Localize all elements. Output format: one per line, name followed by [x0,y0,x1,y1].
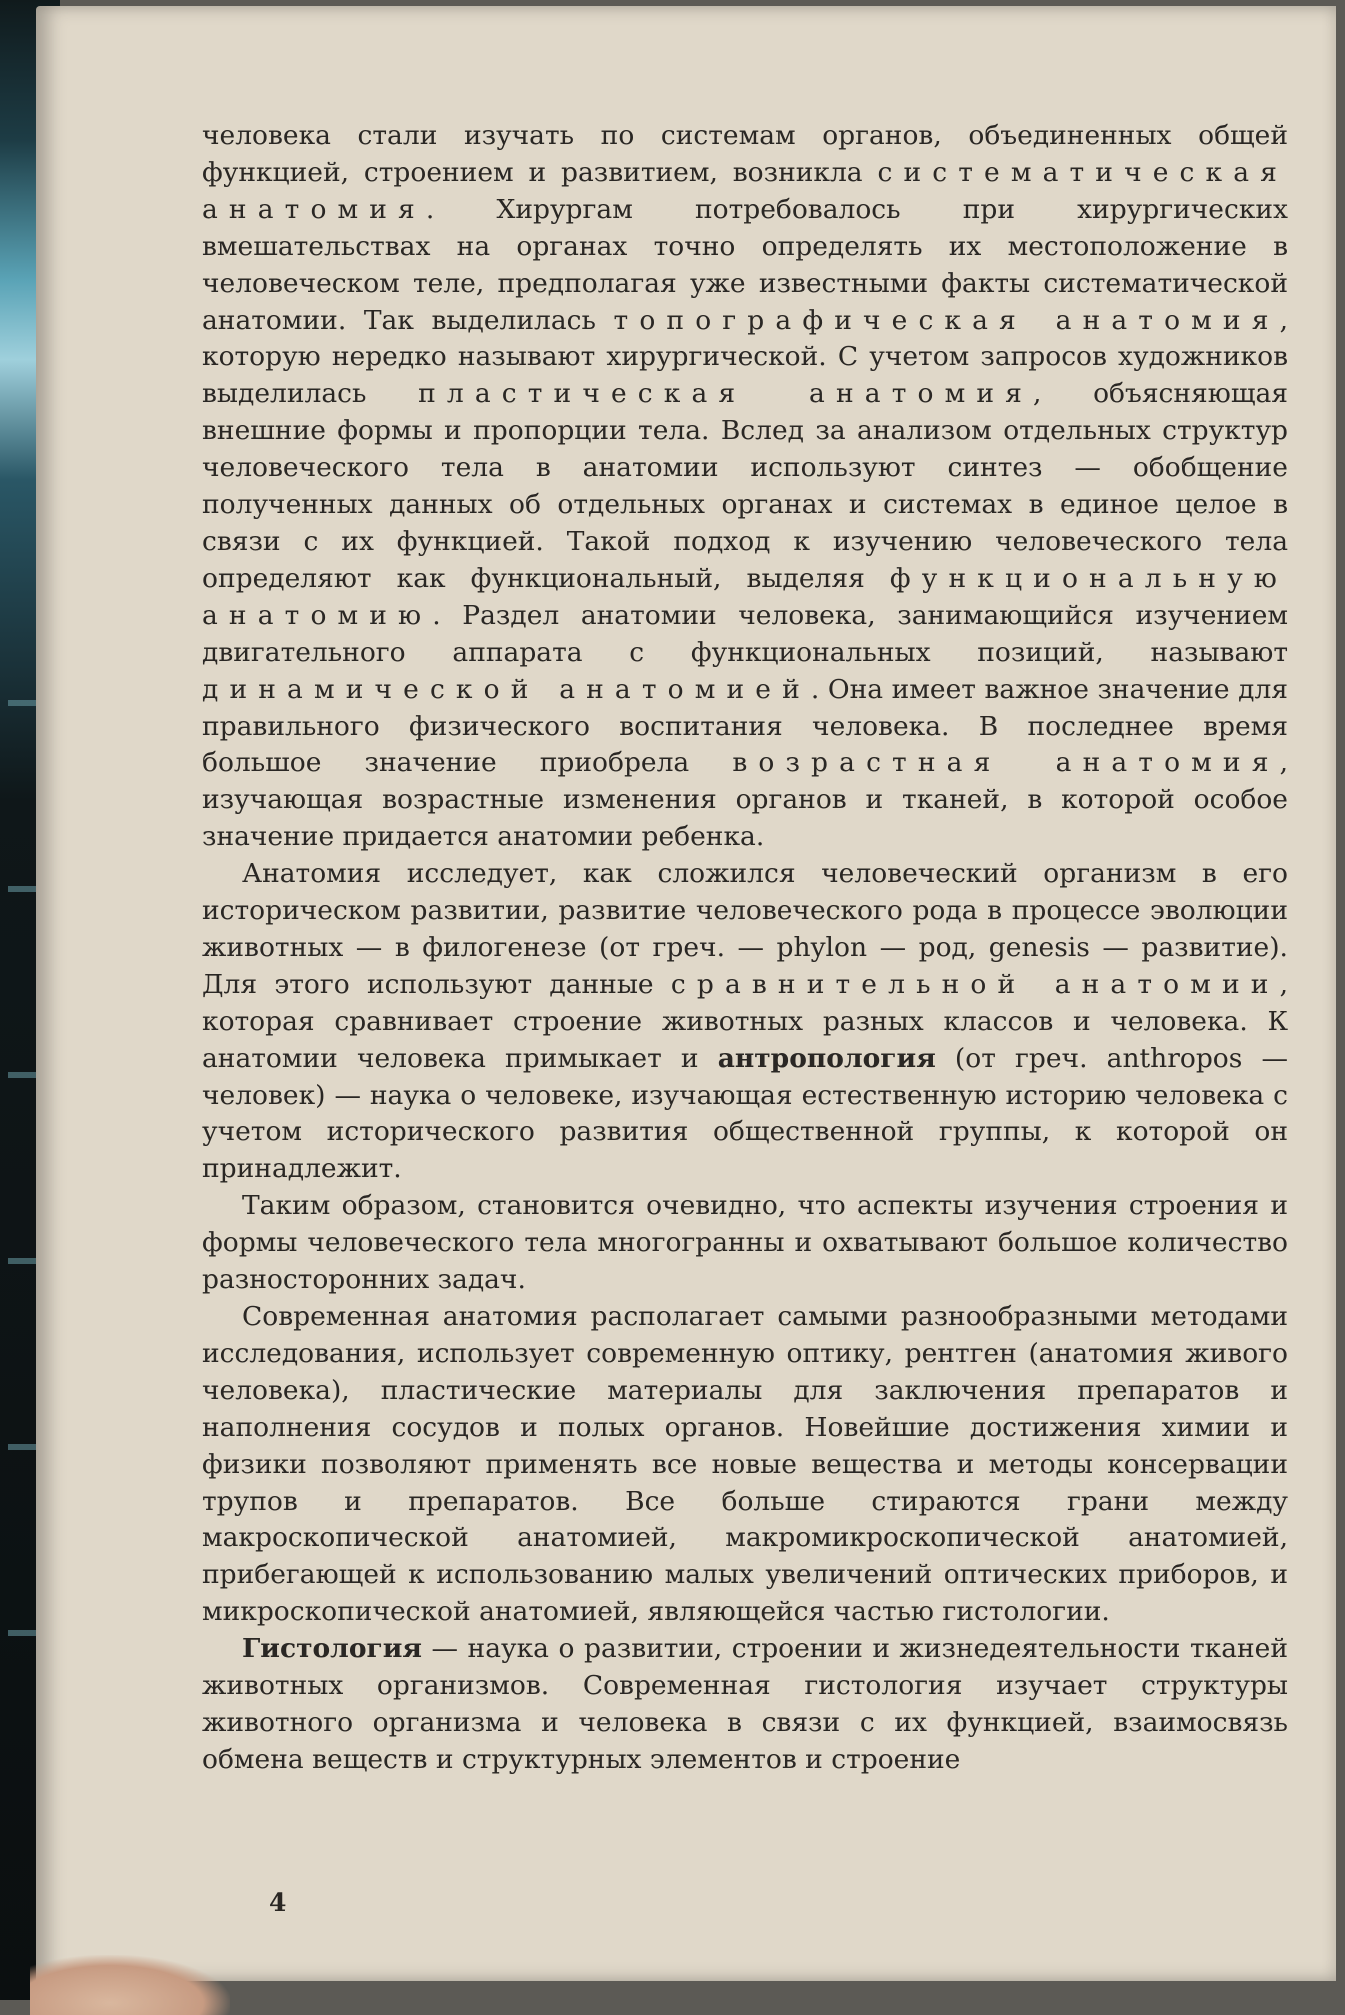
book-page [36,6,1336,1981]
term-dynamic-anatomy: динамической анатомией [202,673,811,705]
paragraph-3 [202,1188,1288,1299]
term-plastic-anatomy: пластическая анатомия [418,378,1033,410]
page-text [202,118,1288,1779]
term-systematic-anatomy: систематическая анатомия [202,156,1288,225]
text-run: , объясняющая внешние формы и пропорции тела. Вслед за анализом отдельных структур человеческого тела в анатомии используют синтез — обобщение полученных данных об отдельных органах и системах в единое целое в связи с их функцией. Такой подход к изучению человеческого тела определяют как функциональный, выделяя [202,378,1289,594]
term-age-anatomy: возрастная анатомия [732,747,1280,779]
term-comparative-anatomy: сравнительной анатомии [670,968,1280,1000]
text-run: . Она имеет важное значение для правильного физического воспитания человека. В последнее время большое значение приобрела [202,673,1289,779]
text-run: , изучающая возрастные изменения органов и тканей, в которой особое значение придается анатомии ребенка. [202,747,1288,853]
term-anthropology: антропология [717,1042,936,1074]
paragraph-1 [202,118,1288,856]
paragraph-5 [202,1631,1288,1779]
term-topographic-anatomy: топографическая анатомия [613,304,1280,336]
text-run: Анатомия исследует, как сложился человеческий организм в его историческом развитии, развитие человеческого рода в процессе эволюции животных — в филогенезе (от греч. — phylon — род, genesis — развитие). Для этого используют данные [202,858,1288,1000]
term-functional-anatomy: функциональную анатомию [202,562,1288,631]
text-run: , которую нередко называют хирургической. С учетом запросов художников выделилась [202,304,1288,410]
text-run: Современная анатомия располагает самыми разнообразными методами исследования, использует современную оптику, рентген (анатомия живого человека), пластические материалы для заключения препаратов и наполнения сосудов и полых органов. Новейшие достижения химии и физики позволяют применять все новые вещества и методы консервации трупов и препаратов. Все больше стираются грани между макроскопической анатомией, макромикроскопической анатомией, прибегающей к использованию малых увеличений оптических приборов, и микроскопической анатомией, являющейся частью гистологии. [202,1301,1288,1628]
text-run: Таким образом, становится очевидно, что аспекты изучения строения и формы человеческого тела многогранны и охватывают большое количество разносторонних задач. [202,1190,1288,1296]
text-run: . Раздел анатомии человека, занимающийся изучением двигательного аппарата с функциональных позиций, называют [202,599,1288,668]
text-run: — наука о развитии, строении и жизнедеятельности тканей животных организмов. Современная гистология изучает структуры животного организма и человека в связи с их функцией, взаимосвязь обмена веществ и структурных элементов и строение [202,1633,1288,1775]
text-run: человека стали изучать по системам органов, объединенных общей функцией, строением и развитием, возникла [202,120,1288,188]
text-run: , которая сравнивает строение животных разных классов и человека. К анатомии человека примыкает и [202,968,1288,1074]
text-run: (от греч. anthropos — человек) — наука о человеке, изучающая естественную историю человека с учетом исторического развития общественной группы, к которой он принадлежит. [202,1042,1288,1185]
text-run: . Хирургам потребовалось при хирургических вмешательствах на органах точно определять их местоположение в человеческом теле, предполагая уже известными факты систематической анатомии. Так выделилась [202,193,1288,336]
paragraph-2 [202,856,1288,1188]
finger-shadow [30,1955,230,2015]
page-number: 4 [269,1888,287,1917]
term-histology: Гистология [242,1633,423,1665]
paragraph-4 [202,1299,1288,1631]
